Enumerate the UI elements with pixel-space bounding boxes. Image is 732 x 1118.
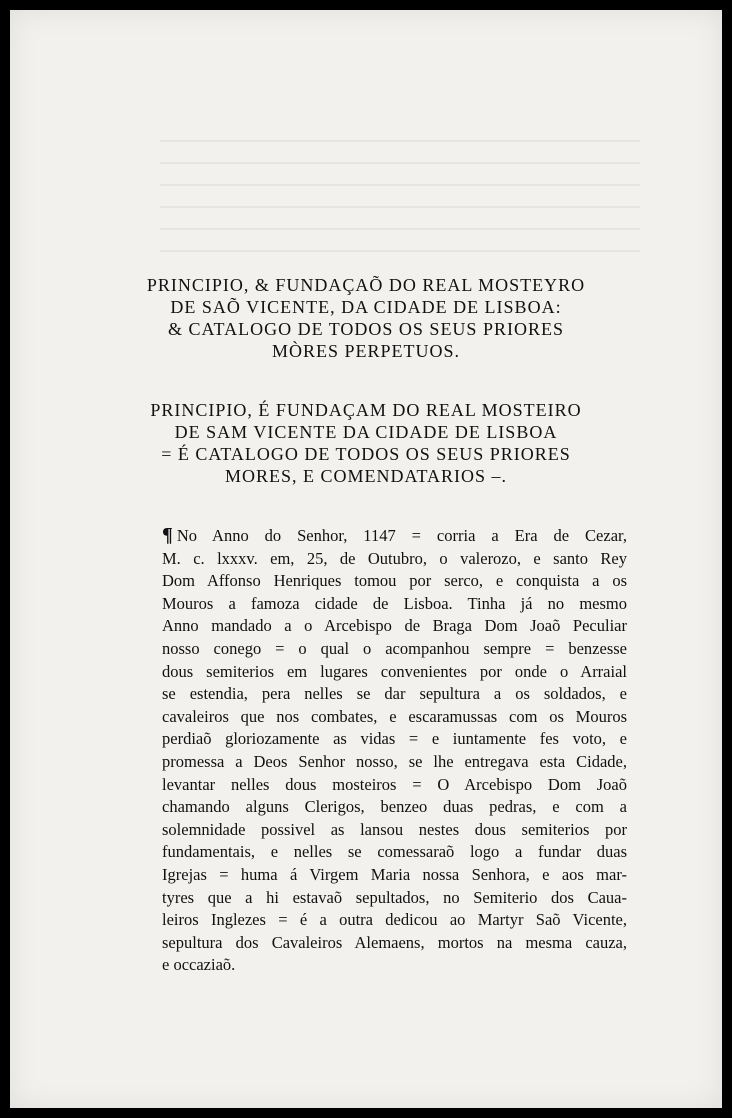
- paragraph-line: sepultura dos Cavaleiros Alemaens, mortos na mesma cauza,: [162, 932, 627, 952]
- heading-title-1: [10, 274, 722, 362]
- paragraph-line: levantar nelles dous mosteiros = O Arcebispo Dom Joaõ: [162, 774, 627, 794]
- paragraph-line: se estendia, pera nelles se dar sepultura a os soldados, e: [162, 684, 627, 704]
- heading-1-line: & CATALOGO DE TODOS OS SEUS PRIORES: [168, 319, 564, 339]
- paragraph-line: dous semiterios em lugares convenientes por onde o Arraial: [162, 661, 627, 681]
- paragraph-mark-icon: ¶: [162, 524, 173, 546]
- paragraph-line: tyres que a hi estavaõ sepultados, no Semiterio dos Caua-: [162, 887, 627, 907]
- paragraph-line: promessa a Deos Senhor nosso, se lhe entregava esta Cidade,: [162, 751, 627, 771]
- bleed-through-shadow: [160, 140, 640, 260]
- paragraph-line: cavaleiros que nos combates, e escaramussas com os Mouros: [162, 706, 627, 726]
- heading-1-line: DE SAÕ VICENTE, DA CIDADE DE LISBOA:: [170, 297, 562, 317]
- paragraph-line: M. c. lxxxv. em, 25, de Outubro, o valerozo, e santo Rey: [162, 548, 627, 568]
- document-page: [10, 10, 722, 1108]
- paragraph-line: Igrejas = huma á Virgem Maria nossa Senhora, e aos mar-: [162, 864, 627, 884]
- paragraph-line: perdiaõ gloriozamente as vidas = e iuntamente fes voto, e: [162, 729, 627, 749]
- paragraph-line: Dom Affonso Henriques tomou por serco, e conquista a os: [162, 571, 627, 591]
- paragraph-line: chamando alguns Clerigos, benzeo duas pedras, e com a: [162, 797, 627, 817]
- heading-2-line: MORES, E COMENDATARIOS –.: [224, 466, 508, 486]
- paragraph-line: [162, 524, 627, 548]
- paragraph-line: Anno mandado a o Arcebispo de Braga Dom Joaõ Peculiar: [162, 616, 627, 636]
- heading-1-line: MÒRES PERPETUOS.: [271, 341, 461, 361]
- heading-1-line: PRINCIPIO, & FUNDAÇAÕ DO REAL MOSTEYRO: [146, 275, 586, 295]
- heading-2-line: DE SAM VICENTE DA CIDADE DE LISBOA: [174, 422, 558, 442]
- paragraph-line: fundamentais, e nelles se comessaraõ logo a fundar duas: [162, 842, 627, 862]
- paragraph-line: nosso conego = o qual o acompanhou sempre = benzesse: [162, 638, 627, 658]
- paragraph-line: solemnidade possivel as lansou nestes dous semiterios por: [162, 819, 627, 839]
- body-paragraph: [162, 524, 627, 977]
- paragraph-line: Mouros a famoza cidade de Lisboa. Tinha já no mesmo: [162, 593, 627, 613]
- heading-2-line: = É CATALOGO DE TODOS OS SEUS PRIORES: [161, 444, 571, 464]
- paragraph-line: e occaziaõ.: [162, 955, 236, 975]
- heading-title-2: [10, 399, 722, 487]
- paragraph-line: leiros Inglezes = é a outra dedicou ao Martyr Saõ Vicente,: [162, 910, 627, 930]
- heading-2-line: PRINCIPIO, É FUNDAÇAM DO REAL MOSTEIRO: [150, 400, 582, 420]
- paragraph-line-text: No Anno do Senhor, 1147 = corria a Era de Cezar,: [176, 526, 627, 545]
